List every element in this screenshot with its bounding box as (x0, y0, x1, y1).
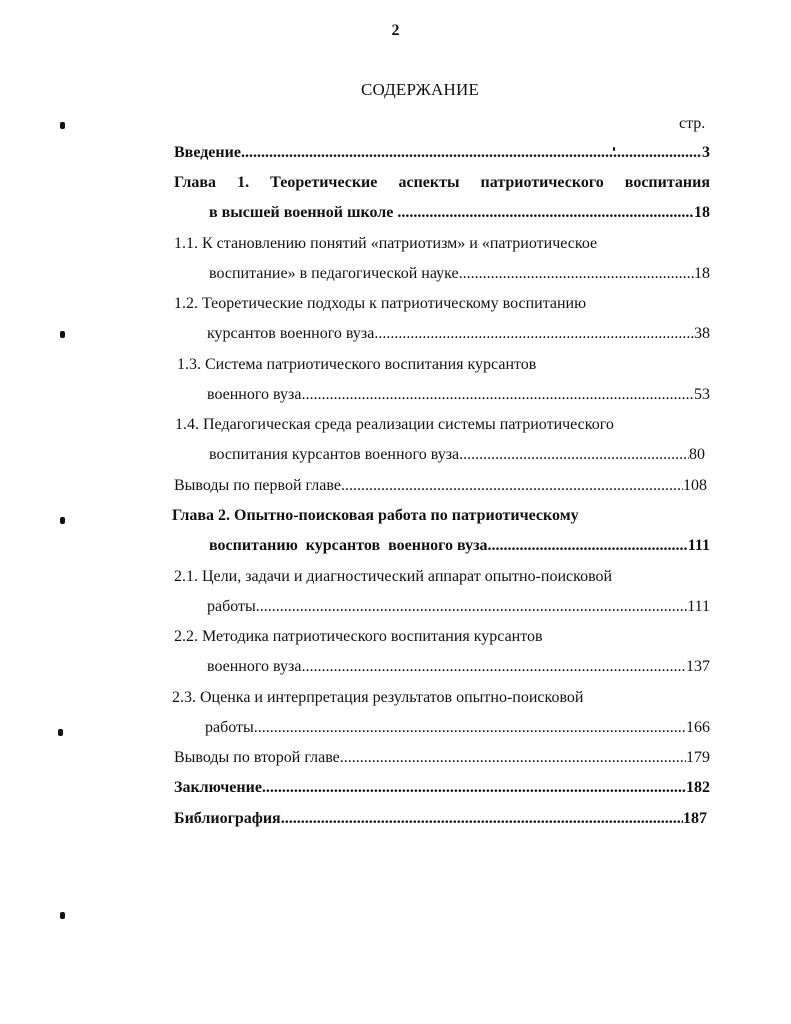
toc-entry-introduction[interactable]: Введение ..... 3 (174, 142, 710, 164)
scan-mark (58, 729, 63, 736)
toc-section-2-1[interactable]: работы ..... 111 (207, 596, 710, 618)
toc-section-1-3[interactable]: военного вуза ..... 53 (207, 384, 710, 406)
page-title: СОДЕРЖАНИЕ (360, 80, 480, 99)
toc-section-1-3-heading: 1.3. Система патриотического воспитания курсантов (177, 356, 537, 373)
toc-section-2-1-heading: 2.1. Цели, задачи и диагностический аппарат опытно-поисковой (174, 568, 613, 585)
toc-section-2-3-heading: 2.3. Оценка и интерпретация результатов опытно-поисковой (172, 689, 584, 706)
toc-section-1-2-heading: 1.2. Теоретические подходы к патриотическому воспитанию (174, 295, 587, 312)
scan-mark (613, 147, 615, 151)
toc-section-1-4[interactable]: воспитания курсантов военного вуза ..... 80 (209, 444, 705, 466)
toc-section-2-2-heading: 2.2. Методика патриотического воспитания курсантов (174, 628, 543, 645)
toc-section-1-1[interactable]: воспитание» в педагогической науке ..... 18 (209, 263, 710, 285)
toc-conclusion[interactable]: Заключение ..... 182 (174, 777, 710, 799)
toc-section-1-2[interactable]: курсантов военного вуза ..... 38 (207, 323, 710, 345)
toc-chapter-1-heading: Глава 1. Теоретические аспекты патриотического воспитания (174, 174, 710, 191)
toc-chapter-2-conclusions[interactable]: Выводы по второй главе ..... 179 (174, 747, 710, 769)
toc-section-2-3[interactable]: работы ..... 166 (205, 717, 710, 739)
scan-mark (60, 122, 65, 129)
scan-mark (60, 331, 65, 338)
toc-section-2-2[interactable]: военного вуза ..... 137 (207, 656, 710, 678)
toc-bibliography[interactable]: Библиография ..... 187 (174, 808, 707, 830)
scan-mark (60, 912, 65, 919)
page-number: 2 (391, 22, 400, 39)
toc-chapter-2[interactable]: воспитанию курсантов военного вуза ..... 111 (209, 535, 710, 557)
page-column-label: стр. (679, 115, 706, 132)
toc-chapter-1[interactable]: в высшей военной школе ..... 18 (209, 202, 710, 224)
toc-chapter-2-heading: Глава 2. Опытно-поисковая работа по патриотическому (172, 507, 579, 524)
toc-chapter-1-conclusions[interactable]: Выводы по первой главе ..... 108 (174, 475, 707, 497)
scan-mark (60, 517, 65, 524)
toc-section-1-4-heading: 1.4. Педагогическая среда реализации системы патриотического (175, 416, 614, 433)
toc-section-1-1-heading: 1.1. К становлению понятий «патриотизм» и «патриотическое (174, 235, 598, 252)
